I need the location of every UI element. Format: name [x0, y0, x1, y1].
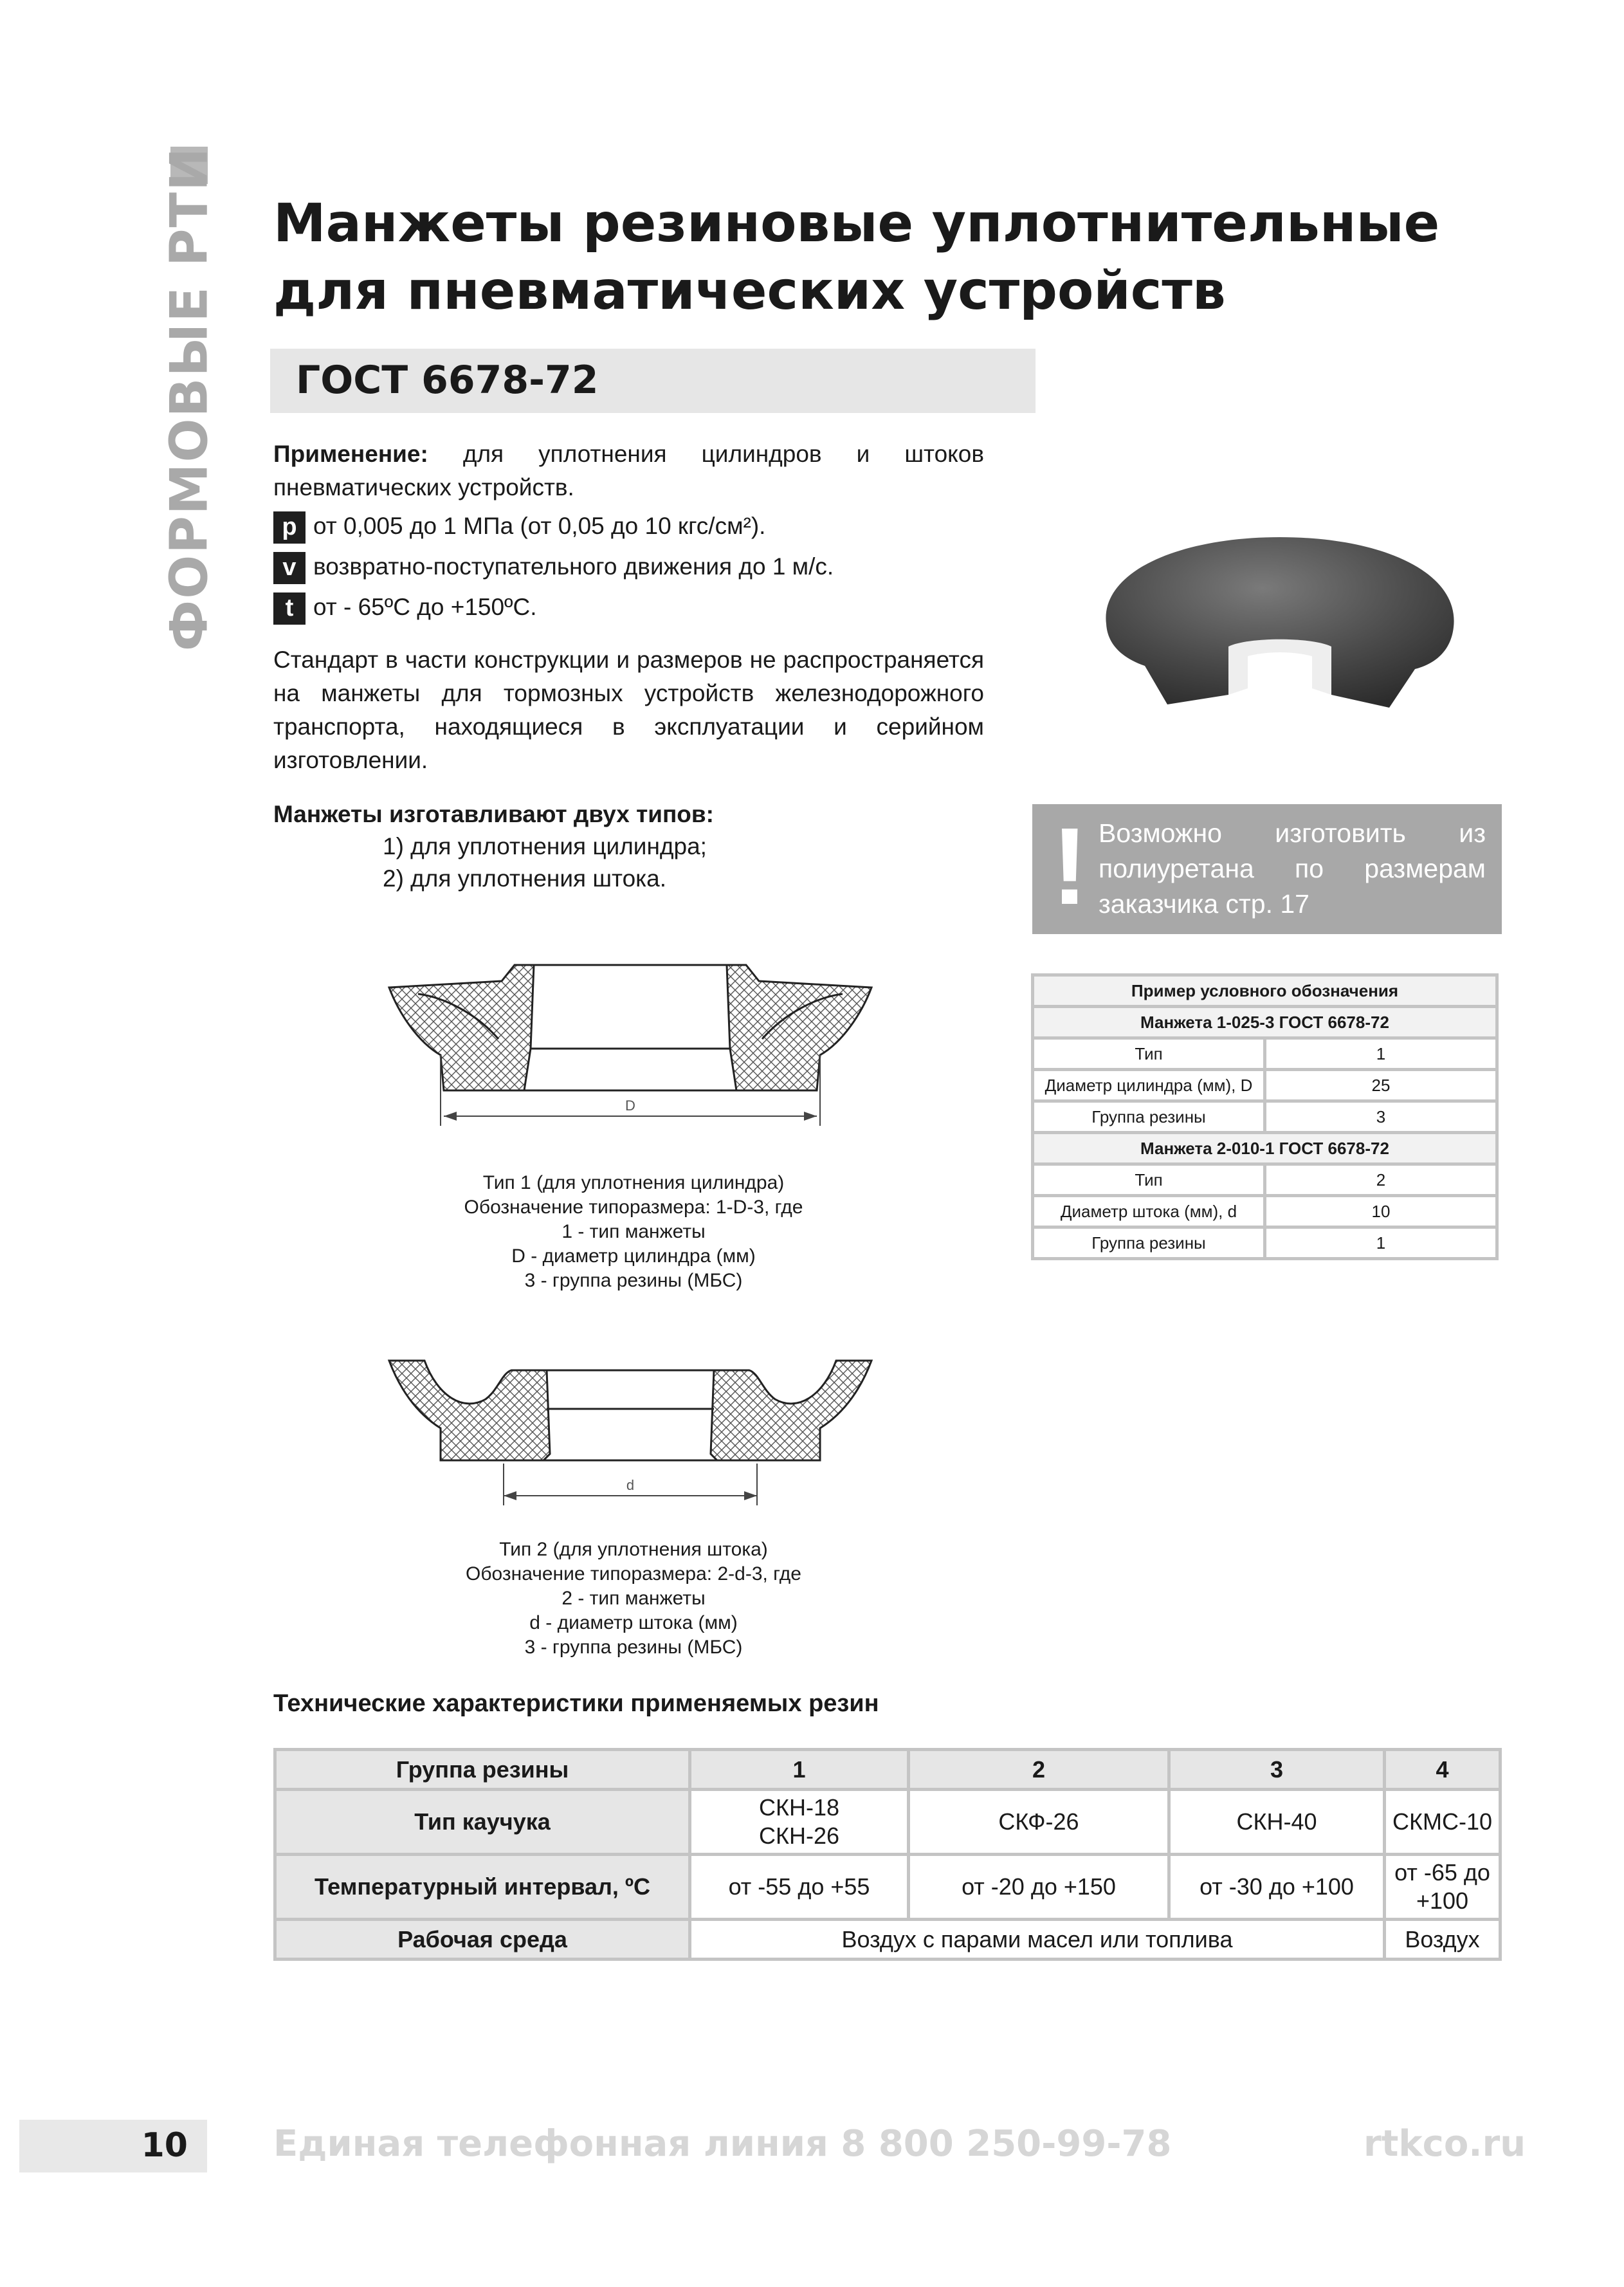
tech-cell: СКФ-26 [909, 1790, 1169, 1855]
type-item-1: 1) для уплотнения цилиндра; [383, 833, 707, 859]
table-row [1033, 1164, 1497, 1196]
table-row [275, 1920, 1501, 1960]
notice-text: Возможно изготовить из полиуретана по размерам заказчика стр. 17 [1099, 818, 1486, 919]
dim-label-D: D [625, 1098, 635, 1114]
caption-line: Тип 1 (для уплотнения цилиндра) [482, 1172, 785, 1193]
tech-row-label: Рабочая среда [275, 1920, 690, 1960]
title-line-1: Манжеты резиновые уплотнительные [273, 193, 1440, 254]
tech-heading: Технические характеристики применяемых резин [273, 1690, 879, 1717]
tech-cell-line: СКН-18 [759, 1794, 839, 1821]
tech-cell: от -65 до +100 [1385, 1855, 1501, 1920]
caption-line: d - диаметр штока (мм) [529, 1612, 738, 1633]
caption-line: 1 - тип манжеты [561, 1221, 706, 1242]
side-section-label: ФОРМОВЫЕ РТИ [159, 146, 219, 652]
caption-line: Обозначение типоразмера: 2-d-3, где [466, 1563, 801, 1584]
tech-header-cell: 1 [690, 1750, 909, 1790]
tech-cell: Воздух [1385, 1920, 1501, 1960]
pressure-badge: p [273, 511, 306, 544]
dim-label-d: d [626, 1477, 635, 1493]
type-item-2: 2) для уплотнения штока. [383, 865, 667, 892]
pressure-text: от 0,005 до 1 МПа (от 0,05 до 10 кгс/см²). [313, 513, 766, 539]
exclamation-icon: ! [1052, 805, 1088, 928]
rubber-tech-table [273, 1748, 1502, 1961]
param-temperature [273, 589, 537, 625]
example-cell: 3 [1265, 1101, 1497, 1133]
table-row [1033, 975, 1497, 1007]
type1-caption [412, 1171, 855, 1293]
example-title: Пример условного обозначения [1033, 975, 1497, 1007]
example-cell: Тип [1033, 1038, 1265, 1070]
example-cell: 10 [1265, 1196, 1497, 1227]
param-pressure [273, 508, 765, 544]
caption-line: D - диаметр цилиндра (мм) [511, 1245, 756, 1267]
caption-line: Обозначение типоразмера: 1-D-3, где [464, 1197, 803, 1218]
table-row [275, 1750, 1501, 1790]
example-cell: 2 [1265, 1164, 1497, 1196]
example-cell: 25 [1265, 1070, 1497, 1101]
types-heading: Манжеты изготавливают двух типов: [273, 801, 714, 827]
example-cell: Группа резины [1033, 1101, 1265, 1133]
example-item1-name: Манжета 1-025-3 ГОСТ 6678-72 [1033, 1007, 1497, 1038]
caption-line: Тип 2 (для уплотнения штока) [499, 1539, 768, 1560]
footer-site: rtkco.ru [1364, 2123, 1526, 2165]
caption-line: 2 - тип манжеты [561, 1588, 706, 1609]
application-paragraph [273, 437, 984, 504]
tech-cell: от -55 до +55 [690, 1855, 909, 1920]
tech-header-cell: 4 [1385, 1750, 1501, 1790]
tech-row-label: Тип каучука [275, 1790, 690, 1855]
example-cell: Группа резины [1033, 1227, 1265, 1259]
tech-header-cell: 2 [909, 1750, 1169, 1790]
tech-row-label: Температурный интервал, ºС [275, 1855, 690, 1920]
standard-note: Стандарт в части конструкции и размеров не распространяется на манжеты для тормозных устройств железнодорожного транспорта, находящиеся в эксплуатации и серийном изготовлении. [273, 647, 984, 773]
example-item2-name: Манжета 2-010-1 ГОСТ 6678-72 [1033, 1133, 1497, 1164]
table-row [1033, 1070, 1497, 1101]
tech-cell-line: СКН-26 [759, 1823, 839, 1849]
gost-bar [270, 349, 1036, 413]
page-title [273, 190, 1495, 325]
param-velocity [273, 549, 834, 585]
tech-cell: СКН-40 [1169, 1790, 1385, 1855]
example-cell: 1 [1265, 1038, 1497, 1070]
page-number: 10 [141, 2126, 188, 2165]
caption-line: 3 - группа резины (МБС) [524, 1270, 743, 1291]
cuff-type1-diagram [379, 959, 881, 1152]
velocity-text: возвратно-поступательного движения до 1 м/с. [313, 553, 834, 580]
application-text: для уплотнения цилиндров и штоков пневматических устройств. [273, 441, 984, 501]
example-cell: Диаметр штока (мм), d [1033, 1196, 1265, 1227]
gost-number: ГОСТ 6678-72 [296, 358, 599, 403]
polyurethane-notice [1032, 804, 1502, 934]
title-line-2: для пневматических устройств [273, 261, 1226, 322]
example-cell: 1 [1265, 1227, 1497, 1259]
table-row [275, 1855, 1501, 1920]
example-cell: Диаметр цилиндра (мм), D [1033, 1070, 1265, 1101]
cuff-type2-diagram [379, 1351, 881, 1518]
tech-cell: Воздух с парами масел или топлива [690, 1920, 1385, 1960]
tech-cell: от -20 до +150 [909, 1855, 1169, 1920]
table-row [1033, 1007, 1497, 1038]
footer-phone: Единая телефонная линия 8 800 250-99-78 [273, 2123, 1172, 2165]
type2-caption [412, 1538, 855, 1660]
velocity-badge: v [273, 552, 306, 584]
table-row [1033, 1133, 1497, 1164]
table-row [1033, 1101, 1497, 1133]
temperature-badge: t [273, 592, 306, 625]
table-row [1033, 1227, 1497, 1259]
example-cell: Тип [1033, 1164, 1265, 1196]
tech-cell [690, 1790, 909, 1855]
tech-cell: от -30 до +100 [1169, 1855, 1385, 1920]
tech-cell: СКМС-10 [1385, 1790, 1501, 1855]
caption-line: 3 - группа резины (МБС) [524, 1637, 743, 1658]
application-label: Применение: [273, 441, 428, 467]
designation-example-table [1031, 973, 1499, 1260]
tech-header-label: Группа резины [275, 1750, 690, 1790]
tech-header-cell: 3 [1169, 1750, 1385, 1790]
cuff-photo [1029, 502, 1518, 759]
temperature-text: от - 65ºС до +150ºС. [313, 594, 537, 620]
page-number-box [19, 2120, 207, 2172]
table-row [1033, 1038, 1497, 1070]
table-row [1033, 1196, 1497, 1227]
table-row [275, 1790, 1501, 1855]
